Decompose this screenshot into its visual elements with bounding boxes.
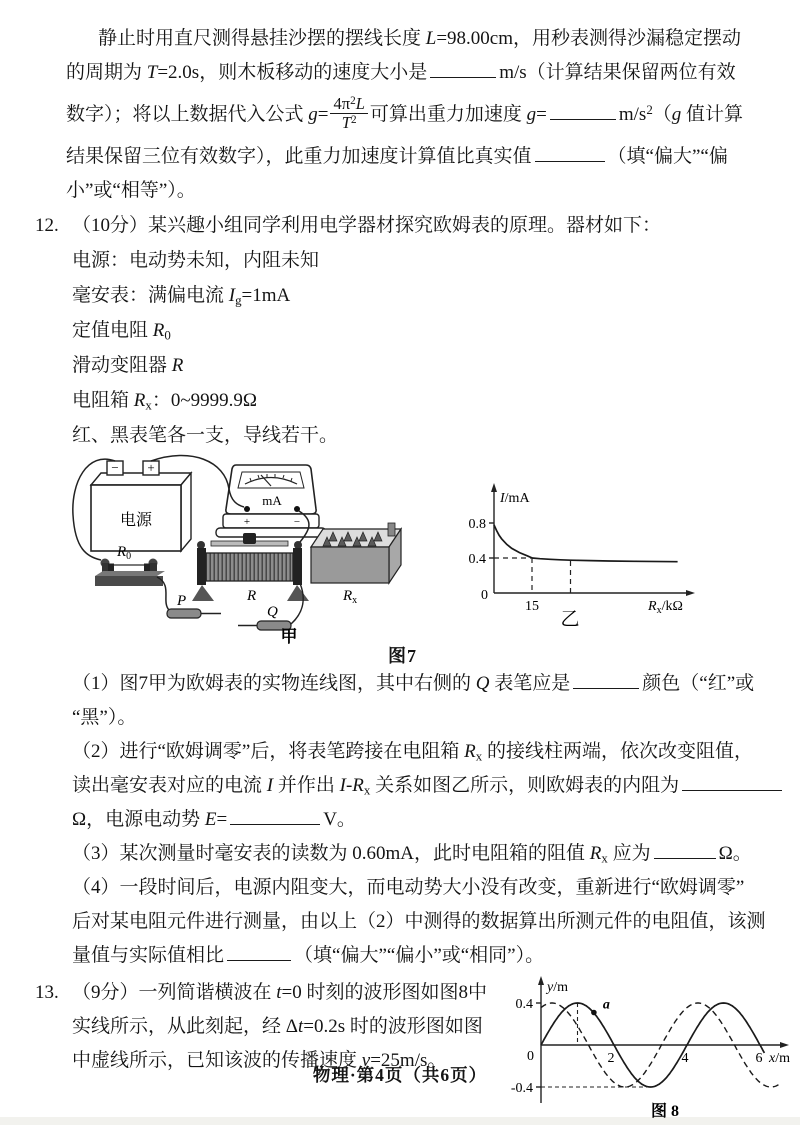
meter-unit-label: mA (262, 493, 282, 508)
fig8-ytick-pos: 0.4 (515, 997, 533, 1012)
part-2-line: （2）进行“欧姆调零”后，将表笔跨接在电阻箱 $R_x$ 的接线柱两端，依次改变阻值， (72, 741, 753, 764)
fraction-4pi2L-T2 (330, 95, 367, 133)
point-a-label: a (602, 997, 610, 1013)
part-4-line: （4）一段时间后，电源内阻变大，而电动势大小没有改变，重新进行“欧姆调零” (72, 877, 745, 898)
part-1-line: （1）图7甲为欧姆表的实物连线图，其中右侧的 Q 表笔应是 颜色（“红”或 (72, 667, 770, 701)
question-12-header (35, 208, 770, 243)
equipment-item: 定值电阻 $R_0$ (72, 320, 171, 343)
question-number: 13. (35, 982, 59, 1003)
point-a-dot (591, 1010, 597, 1016)
question-12 (35, 208, 770, 973)
graph-yi-wrap (452, 475, 722, 633)
yi-xlabel: $R_x/k\Omega$ (648, 599, 683, 616)
question-text-line: 中虚线所示，已知该波的传播速度 v=25m/s。 (72, 1050, 447, 1071)
part-4-line: 后对某电阻元件进行测量，由以上（2）中测得的数据算出所测元件的电阻值，该测 (72, 911, 766, 932)
circuit-diagram-jia (61, 453, 406, 645)
question-text-line: 实线所示，从此刻起，经 Δt=0.2s 时的波形图如图 (72, 1016, 483, 1037)
probe-p (167, 593, 221, 618)
part-2-line: 读出毫安表对应的电流 I 并作出 $I-R_x$ 关系如图乙所示，则欧姆表的内阻为 (72, 769, 770, 803)
rheostat (192, 533, 309, 604)
question-intro: （10分）某兴趣小组同学利用电学器材探究欧姆表的原理。器材如下： (72, 215, 662, 236)
figure-jia-caption: 甲 (280, 627, 298, 645)
yi-xtick-15: 15 (525, 599, 539, 614)
text-line: 结果保留三位有效数字），此重力加速度计算值比真实值 （填“偏大”“偏 (66, 140, 770, 174)
question-13-header (35, 975, 497, 1010)
fig8-ylabel: y/m (547, 980, 568, 995)
question-11-continuation (66, 22, 770, 208)
probe-p-label: P (177, 593, 187, 609)
equipment-item: 毫安表：满偏电流 $I_g=1mA$ (72, 285, 291, 308)
yi-ylabel: I/mA (500, 491, 530, 506)
rx-label: $R_x$ (343, 588, 358, 606)
figure-7-caption: 图7 (388, 646, 417, 666)
equipment-item: 滑动变阻器 R (72, 355, 184, 376)
equipment-item: 电源：电动势未知，内阻未知 (72, 250, 320, 271)
yi-ytick-04: 0.4 (468, 552, 486, 567)
yi-origin: 0 (481, 588, 488, 603)
r0-label: $R_0$ (117, 544, 132, 562)
text-line: 静止时用直尺测得悬挂沙摆的摆线长度 L=98.00cm，用秒表测得沙漏稳定摆动 (98, 28, 742, 49)
formula-suffix: 可算出重力加速度 $g= m/s^2(g$ 值计算 (370, 104, 743, 125)
yi-dashed-guides (494, 558, 571, 593)
text-line: 的周期为 T=2.0s，则木板移动的速度大小是 m/s（计算结果保留两位有效 (66, 56, 770, 90)
figure-8-caption: 图 8 (650, 1103, 680, 1119)
formula-prefix: 数字）；将以上数据代入公式 g= (66, 104, 329, 125)
question-text-line: （9分）一列简谐横波在 t=0 时刻的波形图如图8中 (72, 982, 488, 1003)
equipment-item: 电阻箱 $R_x$：0~9999.9Ω (72, 390, 257, 413)
part-3-line: （3）某次测量时毫安表的读数为 0.60mA，此时电阻箱的阻值 $R_x$ 应为 Ω。 (72, 837, 770, 871)
fig8-xtick-4: 4 (681, 1051, 689, 1066)
battery-plus-sign: + (147, 460, 155, 475)
resistance-box-rx (311, 523, 401, 606)
fig8-xlabel: x/m (769, 1051, 790, 1066)
page-footer: 物理·第4页（共6页） (312, 1065, 488, 1085)
fig8-xtick-2: 2 (607, 1051, 615, 1066)
meter-minus-sign: − (293, 516, 301, 528)
meter-plus-sign: + (243, 516, 251, 528)
equipment-item: 红、黑表笔各一支，导线若干。 (72, 425, 339, 446)
question-number: 12. (35, 215, 59, 236)
graph-yi (452, 475, 722, 627)
figure-7 (61, 453, 770, 645)
figure-8-wave-graph (497, 969, 797, 1119)
probe-q-label: Q (267, 604, 278, 620)
fraction-denominator: $T^2$ (330, 113, 367, 132)
question-13 (35, 975, 790, 1125)
battery-label: 电源 (119, 512, 153, 529)
figure-8-wrap (497, 969, 797, 1125)
fig8-xtick-6: 6 (755, 1051, 763, 1066)
formula-line (66, 90, 770, 140)
fig8-origin: 0 (527, 1049, 534, 1064)
text-line: 小”或“相等”）。 (66, 180, 196, 201)
figure-yi-caption: 乙 (560, 609, 580, 627)
yi-curve (494, 525, 678, 562)
battery (91, 460, 191, 551)
fraction-numerator: $4\pi^2L$ (333, 93, 365, 113)
part-4-line: 量值与实际值相比 （填“偏大”“偏小”或“相同”）。 (72, 939, 770, 973)
part-2-line: Ω，电源电动势 E= V。 (72, 803, 770, 837)
battery-minus-sign: − (111, 460, 119, 475)
fig8-ytick-neg: -0.4 (510, 1081, 533, 1096)
rheostat-label: R (247, 588, 257, 604)
yi-ytick-08: 0.8 (468, 517, 486, 532)
part-1-line: “黑”）。 (72, 707, 137, 728)
